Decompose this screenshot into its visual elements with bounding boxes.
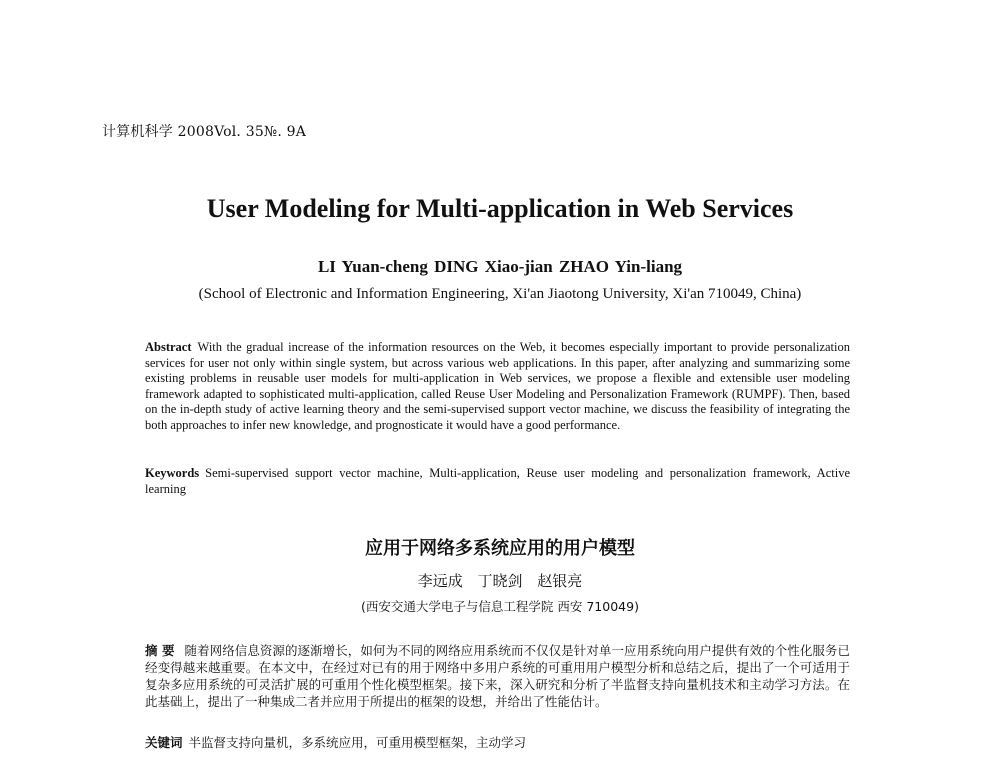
abstract <box>145 340 850 434</box>
chinese-abstract-text: 随着网络信息资源的逐渐增长，如何为不同的网络应用系统而不仅仅是针对单一应用系统向用户提供有效的个性化服务已经变得越来越重要。在本文中，在经过对已有的用于网络中多用户系统的可重用用户模型分析和总结之后，提出了一个可适用于复杂多应用系统的可灵活扩展的可重用个性化模型框架。接下来，深入研究和分析了半监督支持向量机技术和主动学习方法。在此基础上，提出了一种集成二者并应用于所提出的框架的设想，并给出了性能估计。 <box>145 643 850 709</box>
paper-title: User Modeling for Multi-application in Web Services <box>206 194 794 223</box>
chinese-keywords-label: 关键词 <box>145 735 183 750</box>
keywords <box>145 466 850 497</box>
abstract-label: Abstract <box>145 340 192 354</box>
chinese-keywords-text: 半监督支持向量机，多系统应用，可重用模型框架，主动学习 <box>188 735 527 750</box>
authors: LI Yuan-cheng DING Xiao-jian ZHAO Yin-liang <box>317 257 683 276</box>
chinese-keywords <box>145 734 850 751</box>
journal-header: 计算机科学 2008Vol. 35№. 9A <box>102 124 307 140</box>
chinese-abstract-label: 摘 要 <box>145 643 175 658</box>
affiliation: (School of Electronic and Information Engineering, Xi'an Jiaotong University, Xi'an 710049, China) <box>198 286 802 302</box>
chinese-abstract <box>145 642 850 710</box>
abstract-text: With the gradual increase of the information resources on the Web, it becomes especially important to provide personalization services for user not only within single system, but across various web applications. In this paper, after analyzing and summarizing some existing problems in reusable user models for multi-application in Web services, we propose a flexible and extensible user modeling framework adapted to sophisticated multi-application, called Reuse User Modeling and Personalization Framework (RUMPF). Then, based on the in-depth study of active learning theory and the semi-supervised support vector machine, we discuss the feasibility of integrating the both approaches to infer new knowledge, and prognosticate it would have a good performance. <box>145 340 850 432</box>
keywords-label: Keywords <box>145 466 200 480</box>
keywords-text: Semi-supervised support vector machine, Multi-application, Reuse user modeling and personalization framework, Active learning <box>145 466 850 496</box>
chinese-authors: 李远成 丁晓剑 赵银亮 <box>417 572 583 590</box>
chinese-title: 应用于网络多系统应用的用户模型 <box>365 538 635 559</box>
chinese-affiliation: (西安交通大学电子与信息工程学院 西安 710049) <box>361 599 639 614</box>
